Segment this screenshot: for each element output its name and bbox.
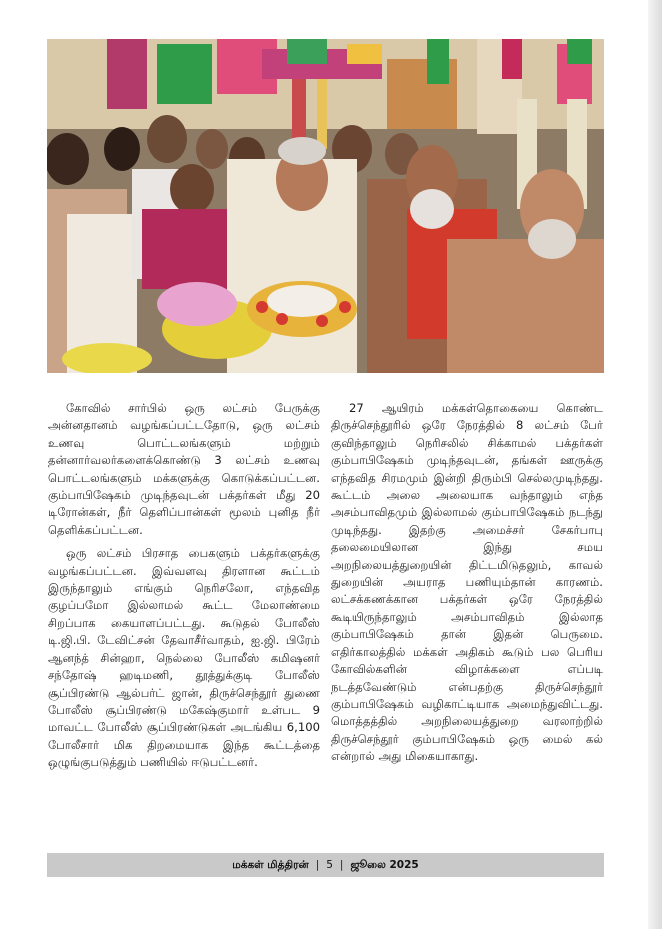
temple-festival-photo <box>47 39 604 373</box>
page-footer <box>47 853 604 877</box>
issue-date: ஜூலை 2025 <box>350 858 419 871</box>
footer-separator-2: | <box>339 859 344 871</box>
article-left-column <box>48 400 320 778</box>
right-paragraph-1: 27 ஆயிரம் மக்கள்தொகையை கொண்ட திருச்செந்தூரில் ஒரே நேரத்தில் 8 லட்சம் பேர் குவிந்தாலும் நெரிசலில் சிக்காமல் பக்தர்கள் கும்பாபிஷேகம் முடிந்தவுடன், தங்கள் ஊருக்கு எந்தவித சிரமமும் இன்றி திரும்பி செல்லமுடிந்தது. கூட்டம் அலை அலையாக வந்தாலும் எந்த அசம்பாவிதமும் இல்லாமல் கும்பாபிஷேகம் நடந்து முடிந்தது. இதற்கு அமைச்சர் சேகர்பாபு தலைமையிலான இந்து சமய அறநிலையத்துறையின் திட்டமிடுதலும், காவல் துறையின் அயராத பணியும்தான் காரணம். லட்சக்கணக்கான பக்தர்கள் ஒரே நேரத்தில் கூடியிருந்தாலும் அசம்பாவிதம் இல்லாத கும்பாபிஷேகம் தான் இதன் பெருமை. எதிர்காலத்தில் மக்கள் அதிகம் கூடும் பல பெரிய கோவில்களின் விழாக்களை எப்படி நடத்தவேண்டும் என்பதற்கு திருச்செந்தூர் கும்பாபிஷேகம் வழிகாட்டியாக அமைந்துவிட்டது. மொத்தத்தில் அறநிலையத்துறை வரலாற்றில் திருச்செந்தூர் கும்பாபிஷேகம் ஒரு மைல் கல் என்றால் அது மிகையாகாது. <box>331 401 603 764</box>
magazine-name: மக்கள் மித்திரன் <box>232 858 309 871</box>
page-number: 5 <box>326 859 333 871</box>
left-paragraph-1: கோவில் சார்பில் ஒரு லட்சம் பேருக்கு அன்னதானம் வழங்கப்பட்டதோடு, ஒரு லட்சம் உணவு பொட்டலங்களும் மற்றும் தன்னார்வலர்களைக்கொண்டு 3 லட்சம் உணவு பொட்டலங்களும் மக்களுக்கு கொடுக்கப்பட்டன. கும்பாபிஷேகம் முடிந்தவுடன் பக்தர்கள் மீது 20 டிரோன்கள், நீர் தெளிப்பான்கள் மூலம் புனித நீர் தெளிக்கப்பட்டன. <box>48 401 320 537</box>
left-paragraph-2: ஒரு லட்சம் பிரசாத பைகளும் பக்தர்களுக்கு வழங்கப்பட்டன. இவ்வளவு திரளான கூட்டம் இருந்தாலும் எங்கும் நெரிசலோ, எந்தவித குழப்பமோ இல்லாமல் கூட்ட மேலாண்மை சிறப்பாக கையாளப்பட்டது. கூடுதல் போலீஸ் டி.ஜி.பி. டேவிட்சன் தேவாசீர்வாதம், ஐ.ஜி. பிரேம் ஆனந்த் சின்ஹா, நெல்லை போலீஸ் கமிஷனர் சந்தோஷ் ஹடிமணி, தூத்துக்குடி போலீஸ் சூப்பிரண்டு ஆல்பர்ட் ஜான், திருச்செந்தூர் துணை போலீஸ் சூப்பிரண்டு மகேஷ்குமார் உள்பட 9 மாவட்ட போலீஸ் சூப்பிரண்டுகள் அடங்கிய 6,100 போலீசார் மிக திறமையாக இந்த கூட்டத்தை ஒழுங்குபடுத்தும் பணியில் ஈடுபட்டனர். <box>48 546 320 770</box>
footer-separator: | <box>315 859 320 871</box>
article-right-column <box>331 400 603 772</box>
page-edge-shadow <box>648 0 662 929</box>
